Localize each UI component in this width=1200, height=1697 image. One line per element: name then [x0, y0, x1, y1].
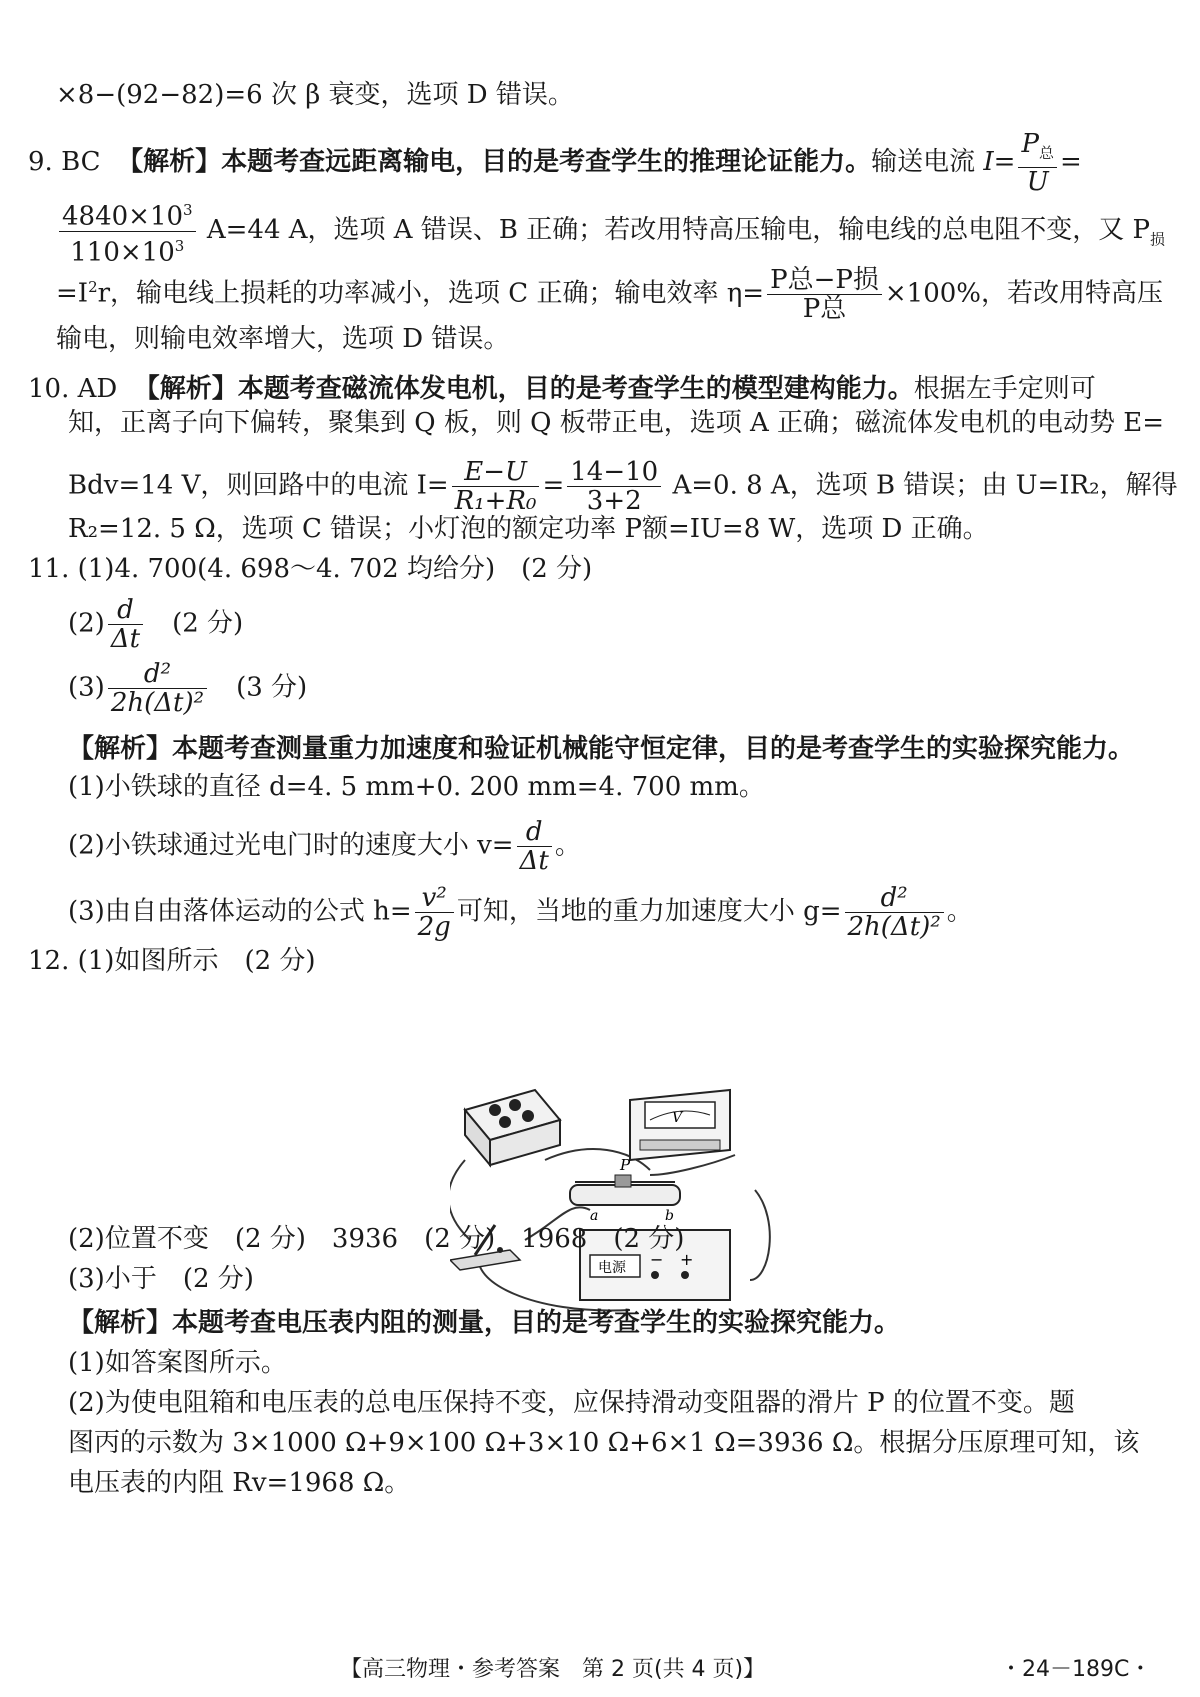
q12-tag: 【解析】本题考查电压表内阻的测量，目的是考查学生的实验探究能力。 [68, 1308, 901, 1338]
power-minus: − [650, 1250, 664, 1269]
q11-a1: 11. (1)4. 700(4. 698～4. 702 均给分) (2 分) [28, 554, 593, 584]
terminal-b-label: b [665, 1208, 674, 1224]
q12-e2: (2)为使电阻箱和电压表的总电压保持不变，应保持滑动变阻器的滑片 P 的位置不变。题 [68, 1388, 1075, 1418]
circuit-figure [450, 1080, 810, 1320]
q10-line2: 知，正离子向下偏转，聚集到 Q 板，则 Q 板带正电，选项 A 正确；磁流体发电机的电动势 E= [68, 408, 1165, 438]
wire [750, 1190, 770, 1280]
q11-tag: 【解析】本题考查测量重力加速度和验证机械能守恒定律，目的是考查学生的实验探究能力。 [68, 734, 1135, 764]
voltmeter [630, 1090, 730, 1160]
q9-line4: 输电，则输电效率增大，选项 D 错误。 [56, 324, 510, 354]
slider-p-label: P [620, 1156, 631, 1174]
q12-a3: (3)小于 (2 分) [68, 1264, 254, 1294]
wire [650, 1155, 735, 1175]
q12-a1: 12. (1)如图所示 (2 分) [28, 946, 316, 976]
q11-a3: (3) $\frac{\text{d²}}{\text{2h(Δt)²}}$ (3 分) [68, 659, 308, 718]
q11-e3: (3)由自由落体运动的公式 h= $\frac{\text{v²}}{2g}$ 可知，当地的重力加速度大小 g= $\frac{\text{d²}}{\text{2h(Δt)²}}$ 。 [68, 883, 973, 942]
q9-line1: 9. BC 【解析】本题考查远距离输电，目的是考查学生的推理论证能力。输送电流 I= $\frac{P_总}{U}$ = [28, 129, 1082, 198]
power-label: 电源 [598, 1260, 626, 1276]
power-plus: + [680, 1250, 694, 1269]
q10-line1: 10. AD 【解析】本题考查磁流体发电机，目的是考查学生的模型建构能力。根据左手定则可 [28, 374, 1096, 404]
footer-code: ・24－189C・ [1000, 1657, 1152, 1682]
terminal-a-label: a [590, 1208, 599, 1224]
footer-title: 【高三物理・参考答案 第 2 页(共 4 页)】 [340, 1657, 766, 1682]
q9-line2: $\frac{4840\times 10^3}{110\times 10^3}$ A=44 A，选项 A 错误、B 正确；若改用特高压输电，输电线的总电阻不变，又 $P_损$ [56, 196, 1165, 266]
q12-a2: (2)位置不变 (2 分) 3936 (2 分) 1968 (2 分) [68, 1224, 685, 1254]
voltmeter-label: V [672, 1110, 683, 1126]
circuit-diagram [450, 1080, 810, 1320]
q10-line3: Bdv=14 V，则回路中的电流 I= $\frac{E-U}{\text{R₁+R₀}}$ = $\frac{14-10}{3+2}$ A=0. 8 A，选项 B 错误；由 U=IR₂，解得 [68, 457, 1178, 516]
q11-a2: (2) $\frac{d}{\Delta t}$ (2 分) [68, 595, 244, 654]
q10-line4: R₂=12. 5 Ω，选项 C 错误；小灯泡的额定功率 P额=IU=8 W，选项 D 正确。 [68, 514, 989, 544]
resistance-box [465, 1090, 560, 1165]
q11-e1: (1)小铁球的直径 d=4. 5 mm+0. 200 mm=4. 700 mm。 [68, 772, 765, 802]
text-line: ×8−(92−82)=6 次 β 衰变，选项 D 错误。 [56, 80, 574, 110]
q11-e2: (2)小铁球通过光电门时的速度大小 v= $\frac{d}{\Delta t}$ 。 [68, 817, 581, 876]
rheostat [570, 1156, 680, 1224]
q12-e1: (1)如答案图所示。 [68, 1348, 287, 1378]
q12-e4: 电压表的内阻 Rv=1968 Ω。 [68, 1468, 411, 1498]
q9-line3: $=I^2r$，输电线上损耗的功率减小，选项 C 正确；输电效率 η= $\frac{\text{P总−P损}}{\text{P总}}$ ×100%，若改用特高压 [56, 265, 1163, 324]
q12-e3: 图丙的示数为 3×1000 Ω+9×100 Ω+3×10 Ω+6×1 Ω=3936 Ω。根据分压原理可知，该 [68, 1428, 1140, 1458]
